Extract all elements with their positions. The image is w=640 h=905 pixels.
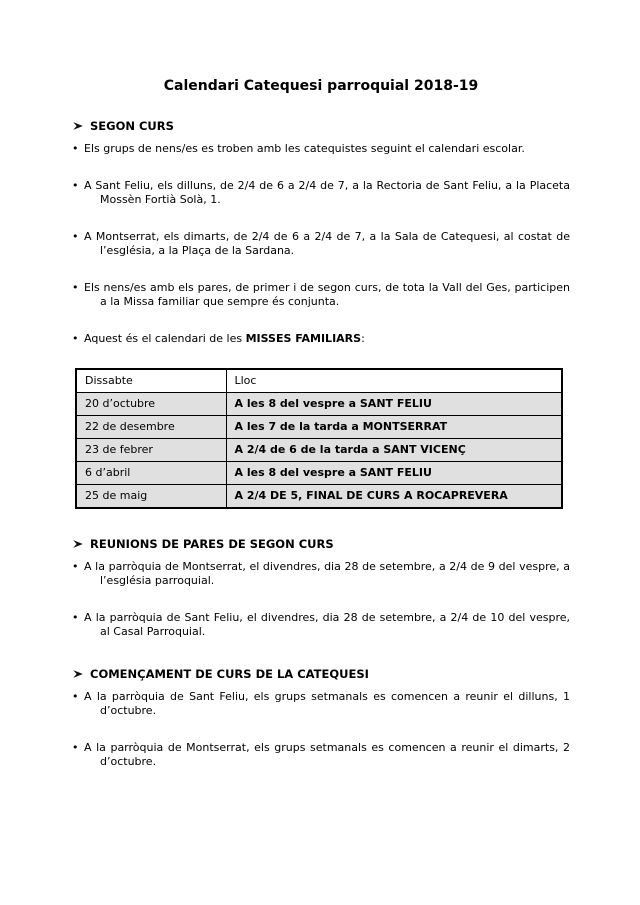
bullet-text-pre: Aquest és el calendari de les [84,332,246,345]
bullet-item [72,230,570,258]
section-heading-reunions [72,537,570,551]
bullet-text-post: : [361,332,365,345]
table-header-dissabte: Dissabte [76,369,226,393]
table-cell-place: A 2/4 DE 5, FINAL DE CURS A ROCAPREVERA [226,485,562,509]
bullet-icon: • [72,179,79,192]
bullet-icon: • [72,611,79,624]
table-cell-place: A les 8 del vespre a SANT FELIU [226,462,562,485]
bullet-item [72,560,570,588]
section-heading-label: REUNIONS DE PARES DE SEGON CURS [90,537,334,551]
table-cell-date: 23 de febrer [76,439,226,462]
table-row [76,462,562,485]
table-row [76,393,562,416]
bullet-item [72,142,570,156]
bullet-icon: • [72,560,79,573]
section-bullets [72,690,570,769]
table-cell-place: A les 7 de la tarda a MONTSERRAT [226,416,562,439]
bullet-icon: • [72,690,79,703]
arrowhead-right-icon [72,121,84,131]
table-cell-date: 20 d’octubre [76,393,226,416]
section-bullets [72,560,570,639]
bullet-item [72,179,570,207]
table-header-row [76,369,562,393]
bullet-icon: • [72,332,79,345]
bullet-text: A la parròquia de Sant Feliu, el divendres, dia 28 de setembre, a 2/4 de 10 del vespre, al Casal Parroquial. [84,611,570,638]
table-cell-date: 25 de maig [76,485,226,509]
arrowhead-right-icon [72,539,84,549]
table-header-lloc: Lloc [226,369,562,393]
bullet-item [72,281,570,309]
table-row [76,439,562,462]
table-cell-place: A les 8 del vespre a SANT FELIU [226,393,562,416]
bullet-text: Els nens/es amb els pares, de primer i de segon curs, de tota la Vall del Ges, participen a la Missa familiar que sempre és conjunta. [84,281,570,308]
page-title: Calendari Catequesi parroquial 2018-19 [163,78,479,94]
bullet-item-misses-intro [72,332,570,346]
misses-familiars-table [75,368,563,509]
table-cell-place: A 2/4 de 6 de la tarda a SANT VICENÇ [226,439,562,462]
table-row [76,416,562,439]
bullet-text: A Sant Feliu, els dilluns, de 2/4 de 6 a 2/4 de 7, a la Rectoria de Sant Feliu, a la Placeta Mossèn Fortià Solà, 1. [84,179,570,206]
bullet-text-bold: MISSES FAMILIARS [245,332,362,345]
section-heading-segon-curs [72,119,570,133]
section-heading-label: SEGON CURS [90,119,174,133]
table-cell-date: 6 d’abril [76,462,226,485]
bullet-item [72,690,570,718]
bullet-text: A Montserrat, els dimarts, de 2/4 de 6 a 2/4 de 7, a la Sala de Catequesi, al costat de l’església, a la Plaça de la Sardana. [84,230,570,257]
section-heading-label: COMENÇAMENT DE CURS DE LA CATEQUESI [90,667,369,681]
bullet-text: A la parròquia de Sant Feliu, els grups setmanals es comencen a reunir el dilluns, 1 d’octubre. [84,690,570,717]
bullet-item [72,741,570,769]
bullet-text: Els grups de nens/es es troben amb les catequistes seguint el calendari escolar. [84,142,525,155]
table-cell-date: 22 de desembre [76,416,226,439]
bullet-icon: • [72,281,79,294]
section-heading-comencament [72,667,570,681]
arrowhead-right-icon [72,669,84,679]
section-bullets [72,142,570,346]
table-row [76,485,562,509]
bullet-icon: • [72,142,79,155]
bullet-item [72,611,570,639]
bullet-text: A la parròquia de Montserrat, el divendres, dia 28 de setembre, a 2/4 de 9 del vespre, a l’església parroquial. [84,560,570,587]
bullet-icon: • [72,741,79,754]
bullet-text: A la parròquia de Montserrat, els grups setmanals es comencen a reunir el dimarts, 2 d’octubre. [84,741,570,768]
bullet-icon: • [72,230,79,243]
